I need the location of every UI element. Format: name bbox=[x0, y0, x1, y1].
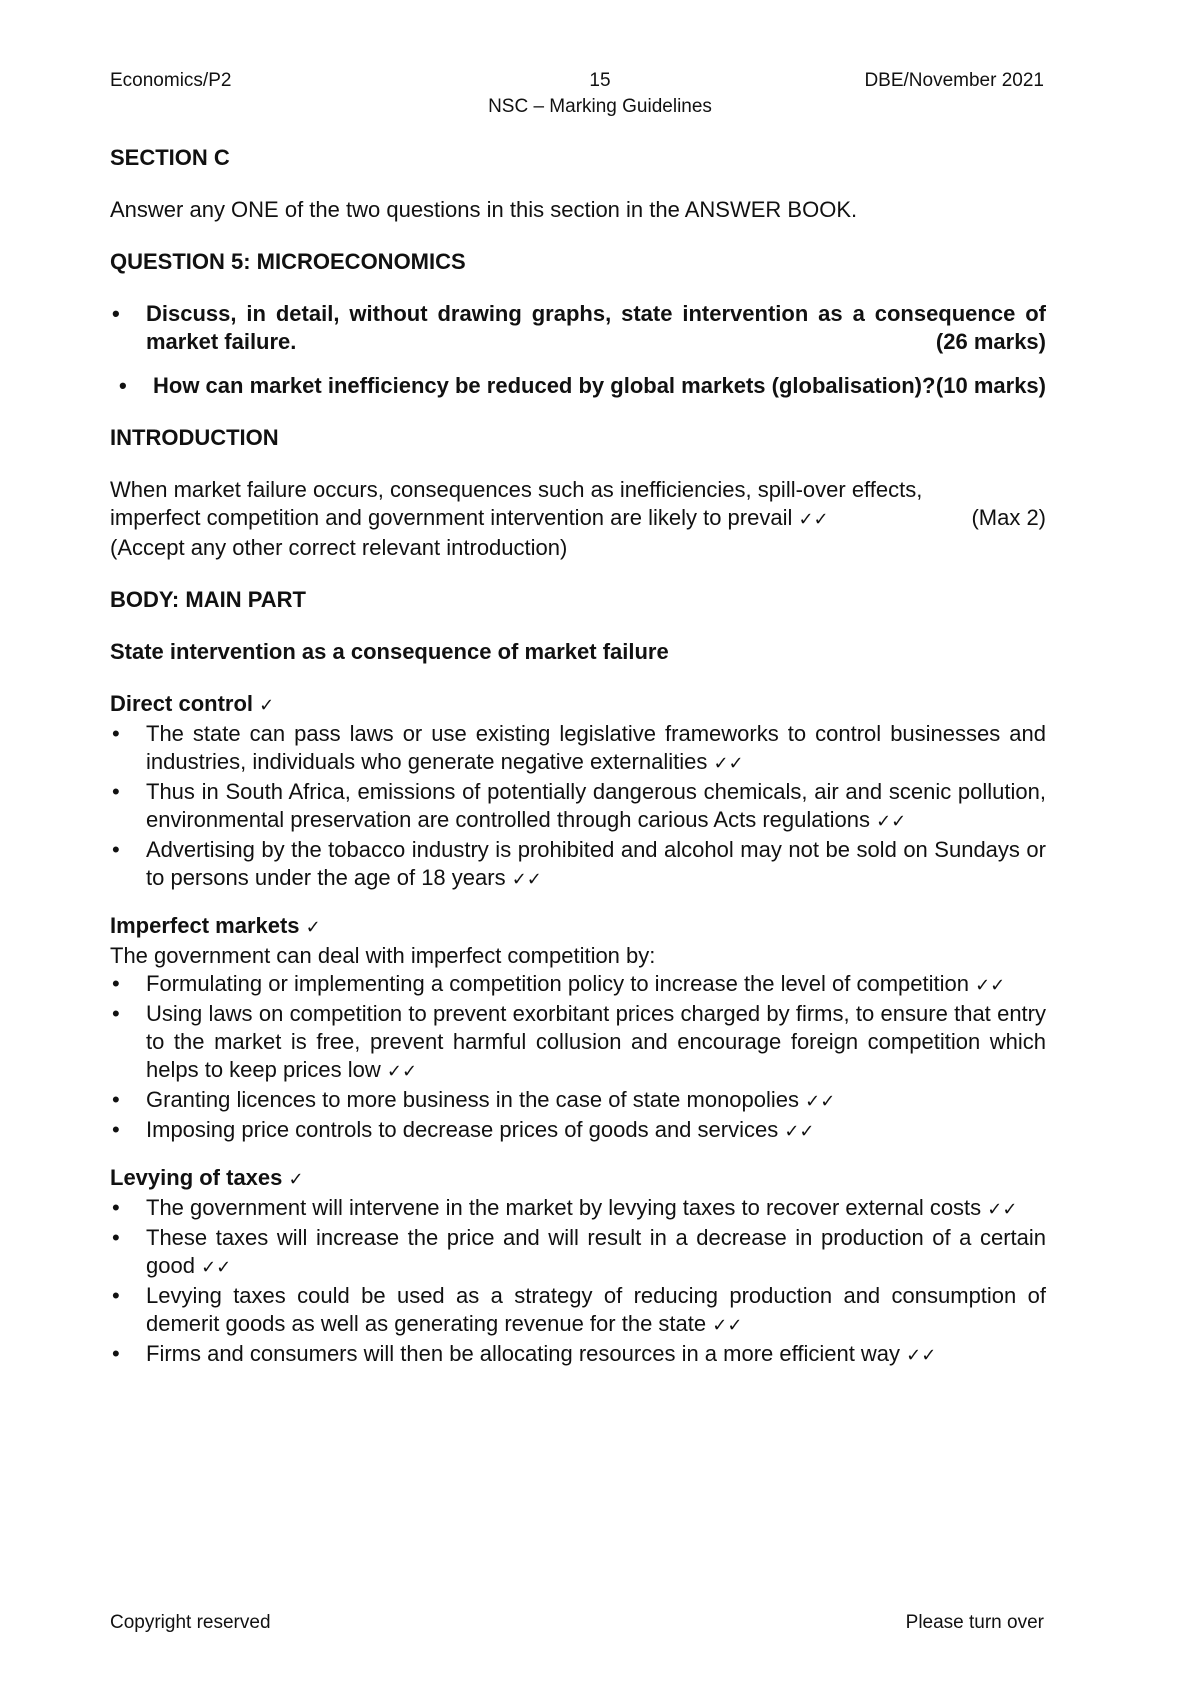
page-number: 15 bbox=[589, 70, 611, 91]
list-item: • Formulating or implementing a competition policy to increase the level of competition ✓✓ bbox=[110, 970, 1046, 1000]
introduction-line bbox=[110, 504, 1046, 534]
tick-marks: ✓✓ bbox=[713, 753, 744, 774]
footer-left: Copyright reserved bbox=[110, 1612, 271, 1633]
question-text: How can market inefficiency be reduced by global markets (globalisation)? bbox=[153, 373, 936, 398]
tick-marks: ✓✓ bbox=[784, 1121, 815, 1142]
list-item: • These taxes will increase the price and will result in a decrease in production of a certain good ✓✓ bbox=[110, 1224, 1046, 1282]
list-item: • The state can pass laws or use existing legislative frameworks to control businesses and industries, individuals who generate negative externalities ✓✓ bbox=[110, 720, 1046, 778]
section-instruction: Answer any ONE of the two questions in this section in the ANSWER BOOK. bbox=[110, 197, 858, 222]
bullet-list bbox=[110, 1194, 1046, 1370]
group-title: Levying of taxes ✓ bbox=[110, 1165, 304, 1190]
bullet-list bbox=[110, 720, 1046, 894]
footer-right: Please turn over bbox=[905, 1612, 1044, 1633]
tick-marks: ✓✓ bbox=[906, 1345, 937, 1366]
group-title: Imperfect markets ✓ bbox=[110, 913, 321, 938]
introduction-heading: INTRODUCTION bbox=[110, 425, 279, 450]
list-item: • Advertising by the tobacco industry is prohibited and alcohol may not be sold on Sundays or to persons under the age of 18 years ✓✓ bbox=[110, 836, 1046, 894]
tick-mark: ✓ bbox=[259, 695, 275, 716]
tick-marks: ✓✓ bbox=[876, 811, 907, 832]
list-item: • Levying taxes could be used as a strategy of reducing production and consumption of demerit goods as well as generating revenue for the state ✓✓ bbox=[110, 1282, 1046, 1340]
tick-mark: ✓ bbox=[305, 917, 321, 938]
direct-control-group bbox=[110, 690, 1046, 894]
question-text: Discuss, in detail, without drawing graphs, state intervention as a consequence of market failure. bbox=[146, 301, 1046, 354]
header-right: DBE/November 2021 bbox=[864, 70, 1044, 91]
list-item: • Imposing price controls to decrease prices of goods and services ✓✓ bbox=[110, 1116, 1046, 1146]
question-item bbox=[110, 372, 1046, 400]
tick-mark: ✓ bbox=[288, 1169, 304, 1190]
tick-marks: ✓✓ bbox=[798, 509, 829, 530]
introduction-line-text: imperfect competition and government intervention are likely to prevail bbox=[110, 505, 793, 530]
list-item: • Granting licences to more business in the case of state monopolies ✓✓ bbox=[110, 1086, 1046, 1116]
max-marks: (Max 2) bbox=[971, 505, 1046, 530]
tick-marks: ✓✓ bbox=[975, 975, 1006, 996]
question-item bbox=[110, 300, 1046, 356]
body-heading: BODY: MAIN PART bbox=[110, 587, 306, 612]
group-lead: The government can deal with imperfect competition by: bbox=[110, 943, 656, 968]
imperfect-markets-group bbox=[110, 912, 1046, 1146]
question-title: QUESTION 5: MICROECONOMICS bbox=[110, 249, 466, 274]
list-item: • Thus in South Africa, emissions of potentially dangerous chemicals, air and scenic pollution, environmental preservation are controlled through carious Acts regulations ✓✓ bbox=[110, 778, 1046, 836]
introduction-block bbox=[110, 476, 1046, 562]
section-title: SECTION C bbox=[110, 145, 230, 170]
tick-marks: ✓✓ bbox=[511, 869, 542, 890]
header-left: Economics/P2 bbox=[110, 70, 232, 91]
bullet-list bbox=[110, 970, 1046, 1146]
group-title: Direct control ✓ bbox=[110, 691, 275, 716]
tick-marks: ✓✓ bbox=[805, 1091, 836, 1112]
list-item: • Using laws on competition to prevent exorbitant prices charged by firms, to ensure that entry to the market is free, prevent harmful collusion and encourage foreign competition which helps to keep prices low ✓✓ bbox=[110, 1000, 1046, 1086]
introduction-note: (Accept any other correct relevant introduction) bbox=[110, 535, 568, 560]
header-subtitle: NSC – Marking Guidelines bbox=[488, 96, 712, 117]
tick-marks: ✓✓ bbox=[201, 1257, 232, 1278]
tick-marks: ✓✓ bbox=[386, 1061, 418, 1082]
introduction-line: When market failure occurs, consequences such as inefficiencies, spill-over effects, bbox=[110, 477, 923, 502]
page-content bbox=[110, 144, 1046, 1388]
question-marks: (26 marks) bbox=[935, 329, 1046, 354]
list-item: • The government will intervene in the market by levying taxes to recover external costs ✓✓ bbox=[110, 1194, 1046, 1224]
list-item: • Firms and consumers will then be allocating resources in a more efficient way ✓✓ bbox=[110, 1340, 1046, 1370]
tick-marks: ✓✓ bbox=[987, 1199, 1018, 1220]
levying-taxes-group bbox=[110, 1164, 1046, 1370]
tick-marks: ✓✓ bbox=[712, 1315, 743, 1336]
body-subtitle: State intervention as a consequence of market failure bbox=[110, 639, 669, 664]
question-list bbox=[110, 300, 1046, 400]
question-marks: (10 marks) bbox=[935, 373, 1046, 398]
